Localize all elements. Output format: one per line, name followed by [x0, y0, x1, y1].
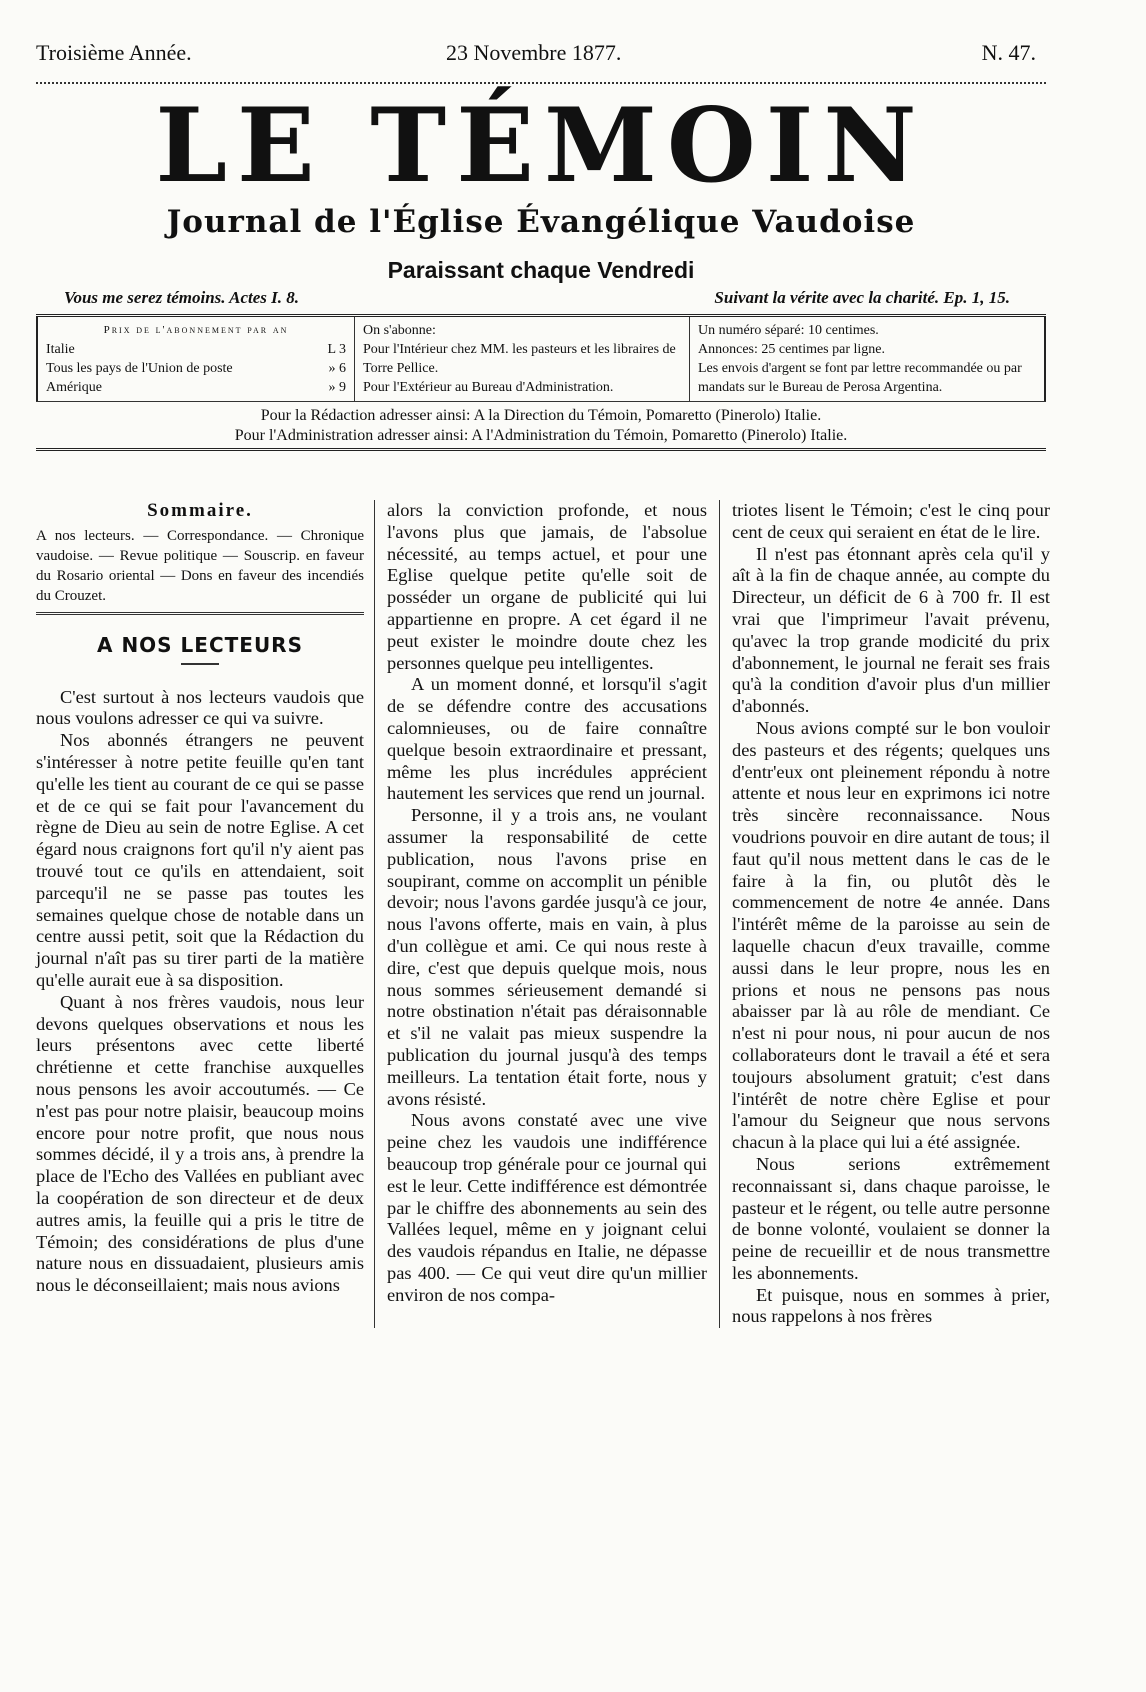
motto-left: Vous me serez témoins. Actes I. 8.	[64, 288, 300, 307]
paragraph: Nous avons constaté avec une vive peine chez les vaudois une indifférence beaucoup trop générale pour ce journal qui est le leur. Cette indifférence est démontrée par le chiffre des abonnements au sein des Vallées lequel, même en y joignant celui des vaudois répandus en Italie, ne dépasse pas 400. — Ce qui veut dire qu'un millier environ de nos compa-	[387, 1110, 707, 1305]
newspaper-page	[36, 40, 1046, 451]
motto-right: Suivant la vérite avec la charité. Ep. 1, 15.	[714, 288, 1010, 307]
masthead-subtitle: Journal de l'Église Évangélique Vaudoise	[166, 204, 916, 240]
redaction-address: Pour la Rédaction adresser ainsi: A la Direction du Témoin, Pomaretto (Pinerolo) Italie.	[260, 407, 822, 424]
paragraph: Il n'est pas étonnant après cela qu'il y aît à la fin de chaque année, au compte du Directeur, un déficit de 6 à 700 fr. Il est vrai que l'imprimeur l'avait prévenu, qu'avec la trop grande modicité du prix d'abonnement, le journal ne ferait ses frais qu'à la condition d'avoir plus d'un millier d'abonnés.	[732, 543, 1050, 717]
divider	[36, 612, 364, 615]
price-row: Tous les pays de l'Union de poste » 6	[46, 361, 346, 376]
paragraph: Nous serions extrêmement reconnaissant si, dans chaque paroisse, le pasteur et le régent, ou telle autre personne de bonne volonté, voulaient se donner la peine de recueillir et de nous transmettre les abonnements.	[732, 1153, 1050, 1283]
abonne-title: On s'abonne:	[363, 323, 436, 338]
single-issue-price: Un numéro séparé: 10 centimes.	[698, 323, 879, 338]
column-3	[720, 500, 1050, 1328]
column-2	[375, 500, 720, 1328]
divider	[181, 663, 219, 665]
paragraph: A un moment donné, et lorsqu'il s'agit de se défendre contre des accusations calomnieuses, ou de faire connaître quelque besoin extraordinaire et pressant, même les plus incrédules apprécient hautement les services que rend un journal.	[387, 674, 707, 804]
paragraph: C'est surtout à nos lecteurs vaudois que nous voulons adresser ce qui va suivre.	[36, 686, 364, 729]
money-shipping: Les envois d'argent se font par lettre recommandée ou par mandats sur le Bureau de Perosa Argentina.	[698, 361, 1022, 395]
price-heading: Prix de l'abonnement par an	[103, 324, 289, 336]
paragraph: alors la conviction profonde, et nous l'avons plus que jamais, de l'absolue nécessité, au temps actuel, et pour une Eglise quelque petite qu'elle soit de posséder un organe de publicité qui lui appartienne en propre. A cet égard il ne peut exister le moindre doute chez les personnes quelque peu intelligentes.	[387, 500, 707, 673]
info-column	[690, 317, 1044, 401]
divider	[36, 76, 1046, 84]
price-column	[38, 317, 355, 401]
price-row: Amérique » 9	[46, 380, 346, 395]
article-title: A NOS LECTEURS	[97, 632, 303, 657]
subscription-box	[36, 314, 1046, 451]
issue-number: N. 47.	[981, 40, 1036, 65]
administration-address: Pour l'Administration adresser ainsi: A l'Administration du Témoin, Pomaretto (Pinerolo) Italie.	[234, 427, 848, 444]
summary-title: Sommaire.	[147, 500, 253, 521]
article-columns	[36, 500, 1050, 1328]
date-label: 23 Novembre 1877.	[446, 40, 622, 65]
ads-price: Annonces: 25 centimes par ligne.	[698, 342, 886, 357]
paragraph: Nos abonnés étrangers ne peuvent s'intéresser à notre petite feuille qu'en tant qu'elle les tient au courant de ce qui se passe et de ce qui se fait pour l'avancement du règne de Dieu au sein de notre Eglise. A cet égard nous craignons fort qu'il n'y aient pas trouvé tout ce qu'ils en attendaient, soit parcequ'il ne se passe pas toutes les semaines quelque chose de notable dans un centre aussi petit, soit que la Rédaction du journal n'aît pas su tirer parti de la matière qu'elle aurait eue à sa disposition.	[36, 730, 364, 990]
price-row: Italie L 3	[46, 342, 346, 357]
abonne-interior: Pour l'Intérieur chez MM. les pasteurs et les libraires de Torre Pellice.	[363, 342, 676, 376]
abonne-exterior: Pour l'Extérieur au Bureau d'Administration.	[363, 380, 614, 395]
paragraph: Et puisque, nous en sommes à prier, nous rappelons à nos frères	[732, 1284, 1050, 1327]
year-label: Troisième Année.	[36, 40, 192, 65]
summary-text: A nos lecteurs. — Correspondance. — Chronique vaudoise. — Revue politique — Souscrip. en faveur du Rosario oriental — Dons en faveur des incendiés du Crouzet.	[36, 527, 364, 604]
paragraph: Personne, il y a trois ans, ne voulant assumer la responsabilité de cette publication, nous l'avons prise en soupirant, comme on accomplit un pénible devoir; nous l'avons gardée jusqu'à ce jour, nous l'avons offerte, mais en vain, à plus d'un collègue et ami. Ce qui nous reste à dire, c'est que depuis quelque mois, nous nous sommes sérieusement demandé si notre obstination n'était pas déraisonnable et s'il ne valait pas mieux suspendre la publication du journal jusqu'à des temps meilleurs. La tentation était forte, nous y avons résisté.	[387, 805, 707, 1109]
paragraph: triotes lisent le Témoin; c'est le cinq pour cent de ceux qui seraient en état de le lire.	[732, 500, 1050, 542]
mottos	[36, 288, 1046, 312]
paragraph: Quant à nos frères vaudois, nous leur devons quelques observations et nous les leurs présentons avec cette liberté chrétienne et cette franchise auxquelles nous pensons les avoir accoutumés. — Ce n'est pas pour notre plaisir, beaucoup moins encore pour notre profit, que nous nous sommes décidé, il y a trois ans, à prendre la place de l'Echo des Vallées en publiant avec la coopération de son directeur et de deux autres amis, la feuille qui a pris le titre de Témoin; des considérations de plus d'une nature nous en dissuadaient, plusieurs amis nous le déconseillaient; mais nous avions	[36, 991, 364, 1296]
abonne-column	[355, 317, 690, 401]
addresses	[36, 401, 1046, 448]
column-1	[36, 500, 375, 1328]
paragraph: Nous avions compté sur le bon vouloir des pasteurs et des régents; quelques uns d'entr'eux ont pleinement répondu à notre attente et nous leur en exprimons ici notre très sincère reconnaissance. Nous voudrions pouvoir en dire autant de tous; il faut qu'il nous mettent dans le cas de le faire à la fin, ou plutôt dès le commencement de notre 4e année. Dans l'intérêt même de la paroisse au sein de laquelle chacun d'eux travaille, comme aussi dans le leur propre, nous les en prions et nous ne pensons pas nous abaisser par là au rôle de mendiant. Ce n'est ni pour nous, ni pour aucun de nos collaborateurs dont le travail a été et sera toujours absolument gratuit; c'est dans l'intérêt de notre chère Eglise et pour l'amour du Seigneur que nous servons chacun à la place qui lui a été assignée.	[732, 717, 1050, 1153]
dateline	[36, 40, 1046, 74]
frequency-label: Paraissant chaque Vendredi	[387, 257, 695, 283]
masthead-title: LE TÉMOIN	[155, 86, 927, 206]
